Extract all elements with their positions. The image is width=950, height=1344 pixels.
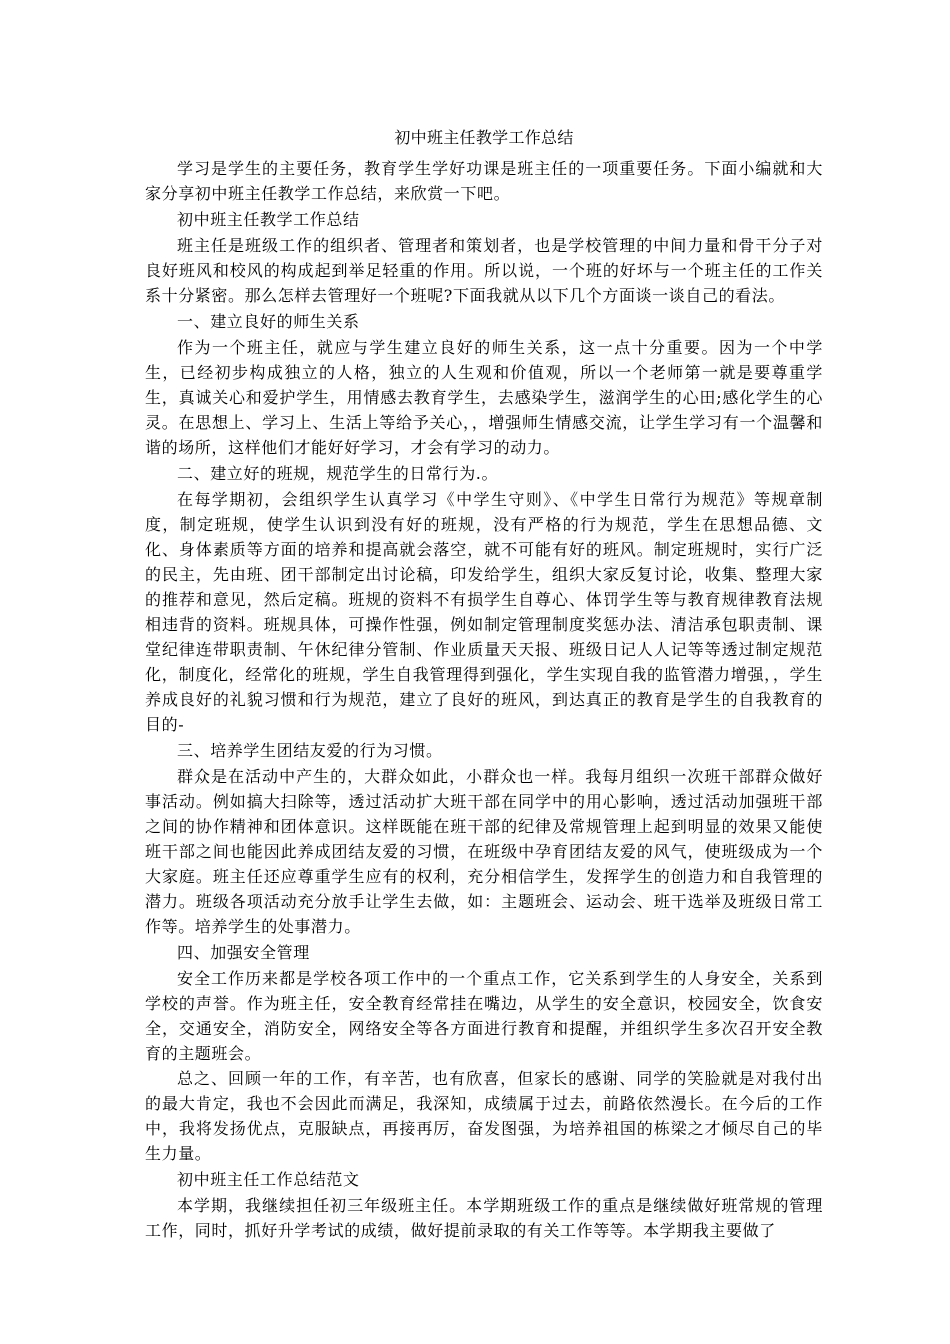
section-heading: 三、培养学生团结友爱的行为习惯。 (177, 741, 443, 760)
body-paragraph: 在每学期初，会组织学生认真学习《中学生守则》、《中学生日常行为规范》等规章制度，制定班规，使学生认识到没有好的班规，没有严格的行为规范，学生在思想品德、文化、身体素质等方面的培养和提高就会落空，就不可能有好的班风。制定班规时，实行广泛的民主，先由班、团干部制定出讨论稿，印发给学生，组织大家反复讨论，收集、整理大家的推荐和意见，然后定稿。班规的资料不有损学生自尊心、体罚学生等与教育规律教育法规相违背的资料。班规具体，可操作性强，例如制定管理制度奖惩办法、清洁承包职责制、课堂纪律连带职责制、午休纪律分管制、作业质量天天报、班级日记人人记等等透过制定规范化，制度化，经常化的班规，学生自我管理得到强化，学生实现自我的监管潜力增强，，学生养成良好的礼貌习惯和行为规范，建立了良好的班风，到达真正的教育是学生的自我教育的目的- (145, 490, 823, 734)
body-paragraph: 安全工作历来都是学校各项工作中的一个重点工作，它关系到学生的人身安全，关系到学校的声誉。作为班主任，安全教育经常挂在嘴边，从学生的安全意识，校园安全，饮食安全，交通安全，消防安全，网络安全等各方面进行教育和提醒，并组织学生多次召开安全教育的主题班会。 (145, 969, 823, 1063)
section-heading: 初中班主任教学工作总结 (177, 210, 360, 229)
document-title: 初中班主任教学工作总结 (394, 128, 574, 147)
body-paragraph: 总之、回顾一年的工作，有辛苦，也有欣喜，但家长的感谢、同学的笑脸就是对我付出的最大肯定，我也不会因此而满足，我深知，成绩属于过去，前路依然漫长。在今后的工作中，我将发扬优点，克服缺点，再接再厉，奋发图强，为培养祖国的栋梁之才倾尽自己的毕生力量。 (145, 1069, 823, 1163)
section-heading: 二、建立好的班规，规范学生的日常行为.。 (177, 464, 499, 483)
section-heading: 初中班主任工作总结范文 (177, 1170, 360, 1189)
body-paragraph: 作为一个班主任，就应与学生建立良好的师生关系，这一点十分重要。因为一个中学生，已经初步构成独立的人格，独立的人生观和价值观，所以一个老师第一就是要尊重学生，真诚关心和爱护学生，用情感去教育学生，去感染学生，滋润学生的心田;感化学生的心灵。在思想上、学习上、生活上等给予关心，，增强师生情感交流，让学生学习有一个温馨和谐的场所，这样他们才能好好学习，才会有学习的动力。 (145, 338, 823, 457)
body-paragraph: 群众是在活动中产生的，大群众如此，小群众也一样。我每月组织一次班干部群众做好事活动。例如搞大扫除等，透过活动扩大班干部在同学中的用心影响，透过活动加强班干部之间的协作精神和团体意识。这样既能在班干部的纪律及常规管理上起到明显的效果又能使班干部之间也能因此养成团结友爱的习惯，在班级中孕育团结友爱的风气，使班级成为一个大家庭。班主任还应尊重学生应有的权利，充分相信学生，发挥学生的创造力和自我管理的潜力。班级各项活动充分放手让学生去做，如：主题班会、运动会、班干选举及班级日常工作等。培养学生的处事潜力。 (145, 767, 823, 936)
body-paragraph: 班主任是班级工作的组织者、管理者和策划者，也是学校管理的中间力量和骨干分子对良好班风和校风的构成起到举足轻重的作用。所以说，一个班的好坏与一个班主任的工作关系十分紧密。那么怎样去管理好一个班呢?下面我就从以下几个方面谈一谈自己的看法。 (145, 236, 823, 305)
body-paragraph: 本学期，我继续担任初三年级班主任。本学期班级工作的重点是继续做好班常规的管理工作，同时，抓好升学考试的成绩，做好提前录取的有关工作等等。本学期我主要做了 (145, 1196, 823, 1240)
intro-paragraph: 学习是学生的主要任务，教育学生学好功课是班主任的一项重要任务。下面小编就和大家分享初中班主任教学工作总结，来欣赏一下吧。 (145, 159, 823, 203)
section-heading: 一、建立良好的师生关系 (177, 312, 360, 331)
document-page (145, 120, 823, 1243)
section-heading: 四、加强安全管理 (177, 943, 310, 962)
